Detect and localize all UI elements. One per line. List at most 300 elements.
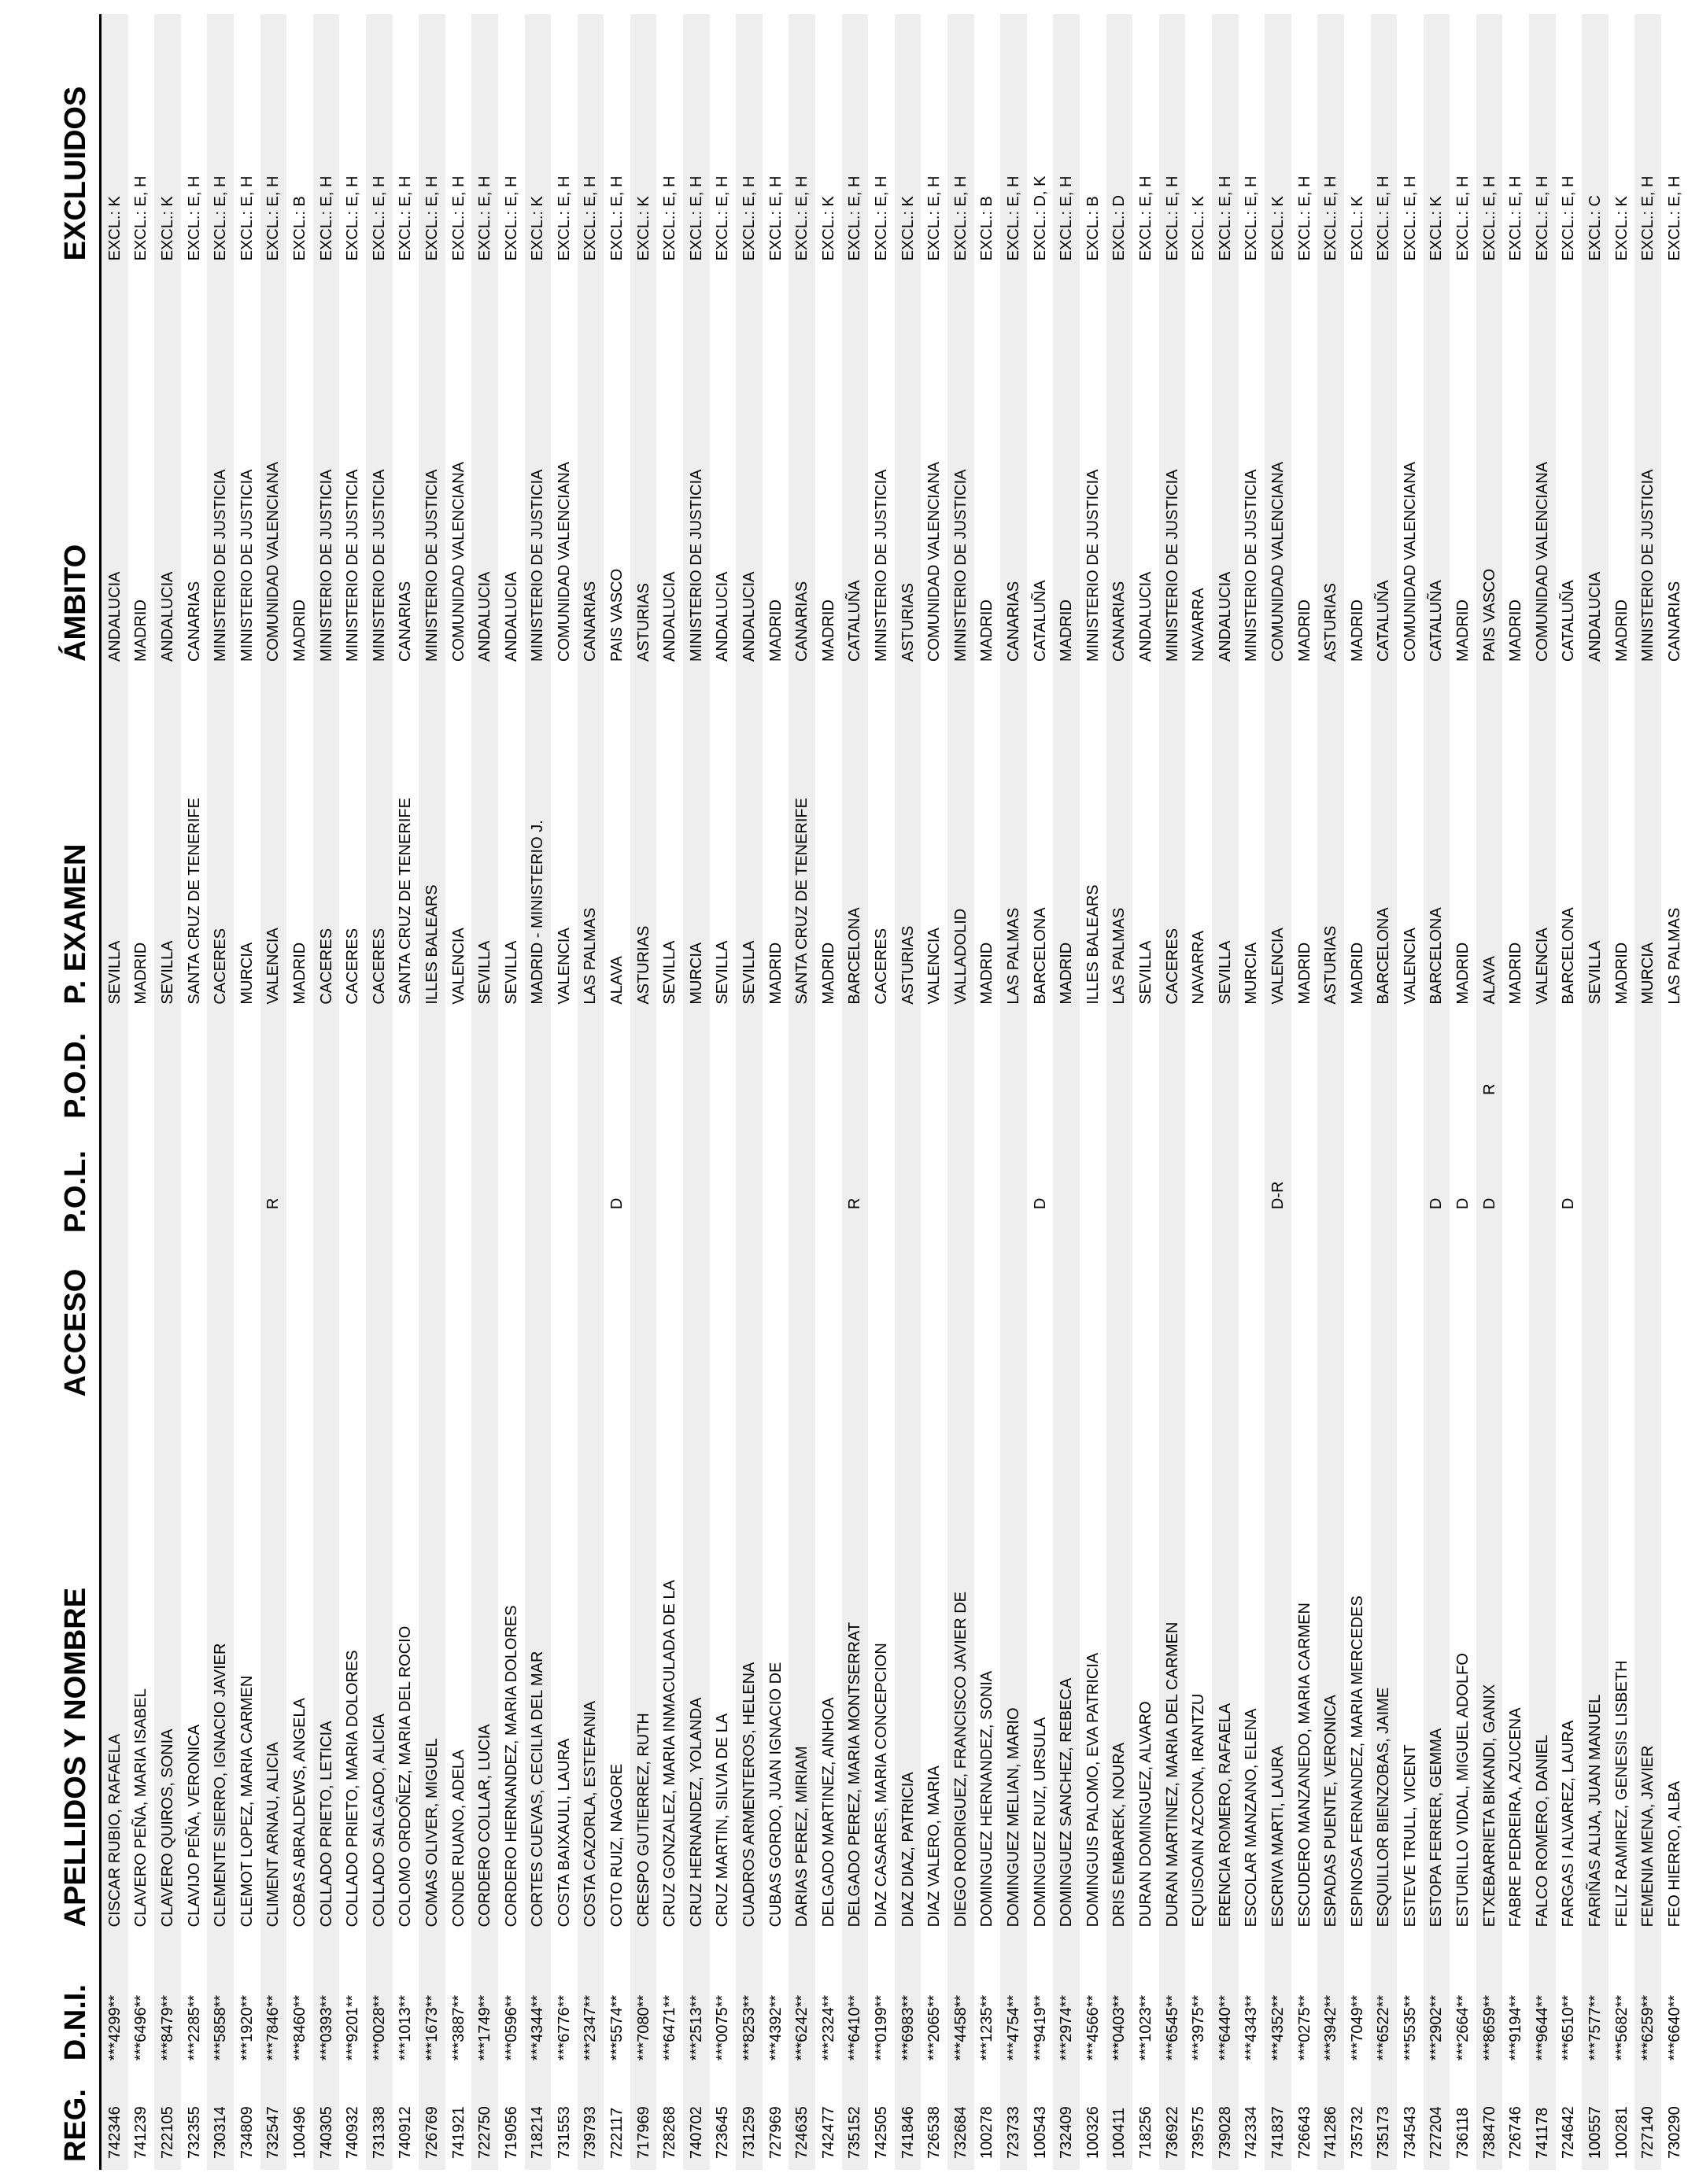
cell-excluidos: EXCL.: D bbox=[1106, 14, 1133, 268]
cell-p-examen: CACERES bbox=[366, 670, 393, 1013]
header-pol: P.O.L. bbox=[20, 1127, 101, 1241]
cell-p-examen: BARCELONA bbox=[1424, 670, 1450, 1013]
cell-dni: ***9419** bbox=[1031, 1994, 1049, 2061]
cell-ambito: MINISTERIO DE JUSTICIA bbox=[1084, 469, 1102, 662]
cell-p-examen: VALENCIA bbox=[925, 928, 944, 1005]
cell-acceso bbox=[921, 1241, 947, 1404]
cell-dni: ***5858** bbox=[207, 1935, 234, 2068]
cell-ambito: CANARIAS bbox=[789, 268, 815, 670]
cell-reg: 718214 bbox=[525, 2068, 552, 2170]
cell-acceso bbox=[1397, 1241, 1424, 1404]
cell-pod bbox=[154, 1013, 181, 1127]
cell-apellidos-nombre: CRUZ MARTIN, SILVIA DE LA bbox=[714, 1713, 732, 1928]
table-row bbox=[1609, 14, 1635, 2170]
cell-apellidos-nombre: ESTEVE TRULL, VICENT bbox=[1401, 1744, 1419, 1928]
cell-acceso bbox=[339, 1241, 366, 1404]
cell-dni: ***1920** bbox=[238, 1994, 256, 2061]
cell-dni: ***4343** bbox=[1243, 1994, 1261, 2061]
table-row bbox=[286, 14, 313, 2170]
cell-pod bbox=[1397, 1013, 1424, 1127]
cell-apellidos-nombre: COLLADO PRIETO, LETICIA bbox=[313, 1404, 340, 1935]
cell-acceso bbox=[1661, 1241, 1688, 1404]
cell-p-examen: BARCELONA bbox=[1031, 907, 1049, 1005]
cell-excluidos: EXCL.: E, H bbox=[1665, 175, 1683, 261]
cell-ambito: MINISTERIO DE JUSTICIA bbox=[344, 469, 362, 662]
cell-excluidos: EXCL.: K bbox=[1348, 196, 1366, 261]
cell-pod bbox=[393, 1013, 419, 1127]
cell-dni: ***4344** bbox=[525, 1935, 552, 2068]
cell-reg: 726643 bbox=[1295, 2106, 1313, 2159]
header-reg: REG. bbox=[20, 2068, 101, 2170]
cell-pod bbox=[101, 1013, 128, 1127]
cell-excluidos: EXCL.: K bbox=[1265, 14, 1291, 268]
cell-acceso bbox=[1476, 1241, 1503, 1404]
cell-pol bbox=[1291, 1127, 1318, 1241]
cell-p-examen: CACERES bbox=[207, 670, 234, 1013]
cell-p-examen: BARCELONA bbox=[1371, 670, 1398, 1013]
cell-pod bbox=[974, 1013, 1001, 1127]
cell-apellidos-nombre: ESTOPA FERRER, GEMMA bbox=[1424, 1404, 1450, 1935]
cell-excluidos: EXCL.: E, H bbox=[185, 175, 203, 261]
cell-pol: D bbox=[1424, 1127, 1450, 1241]
cell-excluidos: EXCL.: E, H bbox=[397, 175, 415, 261]
cell-dni: ***0403** bbox=[1106, 1935, 1133, 2068]
table-row bbox=[736, 14, 763, 2170]
cell-p-examen: ALAVA bbox=[1476, 670, 1503, 1013]
cell-acceso bbox=[154, 1241, 181, 1404]
cell-apellidos-nombre: DURAN DOMINGUEZ, ALVARO bbox=[1136, 1701, 1154, 1928]
cell-acceso bbox=[498, 1241, 525, 1404]
cell-ambito: MADRID bbox=[978, 599, 996, 662]
cell-apellidos-nombre: FARIÑAS ALIJA, JUAN MANUEL bbox=[1582, 1404, 1609, 1935]
cell-dni: ***9644** bbox=[1529, 1935, 1556, 2068]
cell-apellidos-nombre: DOMINGUEZ MELIAN, MARIO bbox=[1000, 1404, 1027, 1935]
table-row bbox=[947, 14, 974, 2170]
cell-pol bbox=[445, 1127, 472, 1241]
table-row bbox=[419, 14, 445, 2170]
cell-pod bbox=[736, 1013, 763, 1127]
cell-pol bbox=[710, 1127, 737, 1241]
cell-pol bbox=[683, 1127, 710, 1241]
table-row bbox=[445, 14, 472, 2170]
cell-p-examen: ASTURIAS bbox=[895, 670, 922, 1013]
cell-reg: 723645 bbox=[714, 2106, 732, 2159]
cell-dni: ***0199** bbox=[873, 1994, 891, 2061]
cell-reg: 722117 bbox=[608, 2107, 626, 2159]
cell-ambito: CANARIAS bbox=[578, 268, 604, 670]
table-row bbox=[1476, 14, 1503, 2170]
cell-dni: ***4566** bbox=[1084, 1994, 1102, 2061]
cell-ambito: MINISTERIO DE JUSTICIA bbox=[1159, 268, 1186, 670]
cell-apellidos-nombre: FABRE PEDREIRA, AZUCENA bbox=[1507, 1707, 1525, 1928]
cell-pol: D bbox=[1476, 1127, 1503, 1241]
cell-reg: 724642 bbox=[1560, 2106, 1578, 2159]
cell-excluidos: EXCL.: E, H bbox=[766, 175, 785, 261]
cell-acceso bbox=[1053, 1241, 1080, 1404]
cell-apellidos-nombre: COSTA CAZORLA, ESTEFANIA bbox=[578, 1404, 604, 1935]
cell-apellidos-nombre: DRIS EMBAREK, NOURA bbox=[1106, 1404, 1133, 1935]
cell-excluidos: EXCL.: K bbox=[895, 14, 922, 268]
cell-pod bbox=[1053, 1013, 1080, 1127]
cell-reg: 740932 bbox=[344, 2106, 362, 2159]
cell-apellidos-nombre: CLEMENTE SIERRO, IGNACIO JAVIER bbox=[207, 1404, 234, 1935]
cell-p-examen: MADRID bbox=[1612, 942, 1631, 1005]
cell-pod bbox=[947, 1013, 974, 1127]
cell-excluidos: EXCL.: E, H bbox=[555, 175, 573, 261]
cell-apellidos-nombre: DELGADO PEREZ, MARIA MONTSERRAT bbox=[842, 1404, 869, 1935]
cell-pol bbox=[789, 1127, 815, 1241]
cell-pol bbox=[1582, 1127, 1609, 1241]
cell-pod bbox=[895, 1013, 922, 1127]
cell-reg: 100496 bbox=[290, 2106, 308, 2159]
cell-excluidos: EXCL.: E, H bbox=[449, 175, 467, 261]
cell-ambito: MINISTERIO DE JUSTICIA bbox=[525, 268, 552, 670]
table-row bbox=[1080, 14, 1106, 2170]
cell-acceso bbox=[286, 1241, 313, 1404]
cell-pod bbox=[181, 1013, 208, 1127]
cell-ambito: CANARIAS bbox=[1106, 268, 1133, 670]
cell-p-examen: MADRID bbox=[1295, 942, 1313, 1005]
cell-acceso bbox=[1027, 1241, 1054, 1404]
cell-pod: R bbox=[1476, 1013, 1503, 1127]
cell-pol bbox=[286, 1127, 313, 1241]
cell-reg: 732355 bbox=[185, 2106, 203, 2159]
cell-dni: ***7080** bbox=[630, 1935, 657, 2068]
cell-apellidos-nombre: CLAVERO PEÑA, MARIA ISABEL bbox=[132, 1688, 150, 1928]
cell-pod bbox=[1634, 1013, 1661, 1127]
cell-ambito: ANDALUCIA bbox=[154, 268, 181, 670]
table-row bbox=[921, 14, 947, 2170]
cell-excluidos: EXCL.: E, H bbox=[1401, 175, 1419, 261]
cell-reg: 734809 bbox=[238, 2106, 256, 2159]
cell-ambito: ANDALUCIA bbox=[714, 571, 732, 662]
cell-p-examen: NAVARRA bbox=[1190, 930, 1208, 1005]
cell-acceso bbox=[1450, 1241, 1476, 1404]
cell-dni: ***6510** bbox=[1560, 1994, 1578, 2061]
cell-p-examen: VALENCIA bbox=[1265, 670, 1291, 1013]
cell-ambito: PAIS VASCO bbox=[1476, 268, 1503, 670]
cell-reg: 730290 bbox=[1665, 2106, 1683, 2159]
cell-dni: ***6545** bbox=[1159, 1935, 1186, 2068]
cell-dni: ***1749** bbox=[471, 1935, 498, 2068]
cell-pol bbox=[974, 1127, 1001, 1241]
cell-pol bbox=[181, 1127, 208, 1241]
cell-apellidos-nombre: DELGADO MARTINEZ, AINHOA bbox=[819, 1697, 837, 1928]
cell-pod bbox=[710, 1013, 737, 1127]
cell-pol bbox=[393, 1127, 419, 1241]
cell-acceso bbox=[551, 1241, 578, 1404]
cell-pol bbox=[339, 1127, 366, 1241]
cell-excluidos: EXCL.: E, H bbox=[260, 14, 287, 268]
cell-dni: ***4458** bbox=[947, 1935, 974, 2068]
cell-p-examen: SANTA CRUZ DE TENERIFE bbox=[789, 670, 815, 1013]
cell-reg: 100557 bbox=[1582, 2068, 1609, 2170]
cell-reg: 724635 bbox=[789, 2068, 815, 2170]
cell-dni: ***2324** bbox=[819, 1994, 837, 2061]
cell-excluidos: EXCL.: E, H bbox=[502, 175, 520, 261]
cell-dni: ***5574** bbox=[608, 1994, 626, 2061]
cell-acceso bbox=[1185, 1241, 1212, 1404]
cell-ambito: COMUNIDAD VALENCIANA bbox=[1529, 268, 1556, 670]
cell-acceso bbox=[1132, 1241, 1159, 1404]
cell-apellidos-nombre: DIAZ VALERO, MARIA bbox=[925, 1765, 944, 1928]
cell-ambito: MADRID bbox=[290, 599, 308, 662]
table-row bbox=[313, 14, 340, 2170]
cell-p-examen: ASTURIAS bbox=[630, 670, 657, 1013]
cell-acceso bbox=[683, 1241, 710, 1404]
cell-excluidos: EXCL.: E, H bbox=[1053, 14, 1080, 268]
cell-pod bbox=[445, 1013, 472, 1127]
cell-dni: ***2513** bbox=[683, 1935, 710, 2068]
cell-dni: ***1013** bbox=[397, 1994, 415, 2061]
cell-apellidos-nombre: COBAS ABRALDEWS, ANGELA bbox=[290, 1698, 308, 1928]
table-row bbox=[604, 14, 630, 2170]
cell-pod bbox=[1185, 1013, 1212, 1127]
cell-ambito: MADRID bbox=[819, 599, 837, 662]
cell-p-examen: VALENCIA bbox=[1401, 928, 1419, 1005]
cell-dni: ***1673** bbox=[419, 1935, 445, 2068]
cell-reg: 741286 bbox=[1317, 2068, 1344, 2170]
cell-dni: ***8460** bbox=[290, 1994, 308, 2061]
cell-acceso bbox=[181, 1241, 208, 1404]
cell-dni: ***0275** bbox=[1295, 1994, 1313, 2061]
cell-dni: ***6259** bbox=[1634, 1935, 1661, 2068]
table-row bbox=[207, 14, 234, 2170]
cell-pod bbox=[789, 1013, 815, 1127]
cell-acceso bbox=[842, 1241, 869, 1404]
cell-pol bbox=[921, 1127, 947, 1241]
cell-pol bbox=[763, 1127, 789, 1241]
cell-excluidos: EXCL.: E, H bbox=[366, 14, 393, 268]
cell-dni: ***9201** bbox=[344, 1994, 362, 2061]
cell-ambito: MADRID bbox=[1454, 599, 1472, 662]
table-row bbox=[234, 14, 260, 2170]
cell-dni: ***5682** bbox=[1612, 1994, 1631, 2061]
cell-apellidos-nombre: COLLADO SALGADO, ALICIA bbox=[366, 1404, 393, 1935]
cell-acceso bbox=[763, 1241, 789, 1404]
cell-dni: ***6776** bbox=[555, 1994, 573, 2061]
cell-acceso bbox=[1529, 1241, 1556, 1404]
cell-dni: ***0028** bbox=[366, 1935, 393, 2068]
cell-acceso bbox=[1424, 1241, 1450, 1404]
cell-pod bbox=[525, 1013, 552, 1127]
cell-excluidos: EXCL.: E, H bbox=[1243, 175, 1261, 261]
cell-reg: 730314 bbox=[207, 2068, 234, 2170]
table-row bbox=[578, 14, 604, 2170]
cell-excluidos: EXCL.: E, H bbox=[1295, 175, 1313, 261]
cell-acceso bbox=[1371, 1241, 1398, 1404]
cell-dni: ***8659** bbox=[1476, 1935, 1503, 2068]
cell-acceso bbox=[525, 1241, 552, 1404]
cell-reg: 739575 bbox=[1190, 2106, 1208, 2159]
cell-ambito: CATALUÑA bbox=[842, 268, 869, 670]
cell-p-examen: SEVILLA bbox=[1582, 670, 1609, 1013]
cell-p-examen: MADRID bbox=[290, 942, 308, 1005]
table-row bbox=[1106, 14, 1133, 2170]
table-row bbox=[1291, 14, 1318, 2170]
cell-pod bbox=[1106, 1013, 1133, 1127]
cell-dni: ***6440** bbox=[1212, 1935, 1239, 2068]
cell-reg: 726769 bbox=[419, 2068, 445, 2170]
cell-acceso bbox=[1239, 1241, 1265, 1404]
cell-ambito: MINISTERIO DE JUSTICIA bbox=[207, 268, 234, 670]
cell-reg: 732684 bbox=[947, 2068, 974, 2170]
cell-p-examen: VALENCIA bbox=[1529, 670, 1556, 1013]
cell-pol bbox=[1080, 1127, 1106, 1241]
cell-reg: 727204 bbox=[1424, 2068, 1450, 2170]
cell-ambito: ANDALUCIA bbox=[101, 268, 128, 670]
cell-reg: 726746 bbox=[1507, 2106, 1525, 2159]
table-row bbox=[868, 14, 895, 2170]
cell-acceso bbox=[207, 1241, 234, 1404]
cell-apellidos-nombre: ESTURILLO VIDAL, MIGUEL ADOLFO bbox=[1454, 1653, 1472, 1928]
cell-excluidos: EXCL.: K bbox=[525, 14, 552, 268]
cell-p-examen: LAS PALMAS bbox=[1665, 907, 1683, 1005]
cell-ambito: NAVARRA bbox=[1190, 588, 1208, 662]
cell-ambito: COMUNIDAD VALENCIANA bbox=[1401, 461, 1419, 662]
cell-apellidos-nombre: CISCAR RUBIO, RAFAELA bbox=[101, 1404, 128, 1935]
cell-p-examen: SEVILLA bbox=[502, 940, 520, 1005]
cell-excluidos: EXCL.: E, H bbox=[1454, 175, 1472, 261]
cell-ambito: MINISTERIO DE JUSTICIA bbox=[1634, 268, 1661, 670]
cell-dni: ***4754** bbox=[1000, 1935, 1027, 2068]
cell-ambito: ASTURIAS bbox=[895, 268, 922, 670]
cell-reg: 738470 bbox=[1476, 2068, 1503, 2170]
cell-apellidos-nombre: CORDERO HERNANDEZ, MARIA DOLORES bbox=[502, 1605, 520, 1928]
cell-reg: 727969 bbox=[766, 2106, 785, 2159]
cell-dni: ***6522** bbox=[1371, 1935, 1398, 2068]
cell-apellidos-nombre: CORDERO COLLAR, LUCIA bbox=[471, 1404, 498, 1935]
cell-pol bbox=[1239, 1127, 1265, 1241]
table-row bbox=[1450, 14, 1476, 2170]
cell-excluidos: EXCL.: C bbox=[1582, 14, 1609, 268]
table-row bbox=[1027, 14, 1054, 2170]
cell-dni: ***2902** bbox=[1424, 1935, 1450, 2068]
cell-acceso bbox=[974, 1241, 1001, 1404]
cell-reg: 742505 bbox=[873, 2106, 891, 2159]
cell-dni: ***0075** bbox=[714, 1994, 732, 2061]
cell-pol bbox=[1661, 1127, 1688, 1241]
cell-dni: ***2664** bbox=[1454, 1994, 1472, 2061]
table-row bbox=[128, 14, 155, 2170]
cell-acceso bbox=[604, 1241, 630, 1404]
cell-p-examen: ASTURIAS bbox=[1317, 670, 1344, 1013]
table-row bbox=[471, 14, 498, 2170]
cell-reg: 731259 bbox=[736, 2068, 763, 2170]
cell-excluidos: EXCL.: E, H bbox=[947, 14, 974, 268]
cell-reg: 718256 bbox=[1136, 2106, 1154, 2159]
cell-reg: 740912 bbox=[397, 2106, 415, 2159]
cell-pol bbox=[128, 1127, 155, 1241]
cell-apellidos-nombre: CRUZ HERNANDEZ, YOLANDA bbox=[683, 1404, 710, 1935]
cell-p-examen: CACERES bbox=[344, 928, 362, 1005]
table-row bbox=[498, 14, 525, 2170]
cell-excluidos: EXCL.: E, H bbox=[207, 14, 234, 268]
cell-acceso bbox=[736, 1241, 763, 1404]
cell-apellidos-nombre: FEO HIERRO, ALBA bbox=[1665, 1780, 1683, 1928]
cell-dni: ***9194** bbox=[1507, 1994, 1525, 2061]
cell-dni: ***3887** bbox=[449, 1994, 467, 2061]
cell-pod bbox=[1317, 1013, 1344, 1127]
cell-reg: 739793 bbox=[578, 2068, 604, 2170]
table-row bbox=[1265, 14, 1291, 2170]
cell-excluidos: EXCL.: E, H bbox=[238, 175, 256, 261]
cell-pol bbox=[736, 1127, 763, 1241]
cell-ambito: MADRID bbox=[766, 599, 785, 662]
cell-acceso bbox=[128, 1241, 155, 1404]
table-row bbox=[393, 14, 419, 2170]
cell-ambito: MINISTERIO DE JUSTICIA bbox=[313, 268, 340, 670]
cell-ambito: ANDALUCIA bbox=[1212, 268, 1239, 670]
cell-pod bbox=[1159, 1013, 1186, 1127]
cell-ambito: CATALUÑA bbox=[1424, 268, 1450, 670]
cell-pol bbox=[895, 1127, 922, 1241]
cell-dni: ***8479** bbox=[154, 1935, 181, 2068]
header-pod: P.O.D. bbox=[20, 1013, 101, 1127]
cell-apellidos-nombre: DIAZ CASARES, MARIA CONCEPCION bbox=[873, 1643, 891, 1928]
cell-reg: 735732 bbox=[1348, 2106, 1366, 2159]
cell-acceso bbox=[471, 1241, 498, 1404]
cell-dni: ***7049** bbox=[1348, 1994, 1366, 2061]
cell-apellidos-nombre: DIAZ DIAZ, PATRICIA bbox=[895, 1404, 922, 1935]
cell-ambito: MINISTERIO DE JUSTICIA bbox=[419, 268, 445, 670]
cell-reg: 735173 bbox=[1371, 2068, 1398, 2170]
table-row bbox=[1371, 14, 1398, 2170]
cell-ambito: COMUNIDAD VALENCIANA bbox=[260, 268, 287, 670]
cell-apellidos-nombre: ESQUILLOR BIENZOBAS, JAIME bbox=[1371, 1404, 1398, 1935]
cell-reg: 732409 bbox=[1053, 2068, 1080, 2170]
cell-acceso bbox=[815, 1241, 842, 1404]
cell-p-examen: MADRID bbox=[1348, 942, 1366, 1005]
cell-dni: ***4299** bbox=[101, 1935, 128, 2068]
cell-pod bbox=[1132, 1013, 1159, 1127]
cell-apellidos-nombre: FALCO ROMERO, DANIEL bbox=[1529, 1404, 1556, 1935]
cell-excluidos: EXCL.: E, H bbox=[132, 175, 150, 261]
cell-dni: ***3942** bbox=[1317, 1935, 1344, 2068]
cell-pol bbox=[1106, 1127, 1133, 1241]
table-row bbox=[815, 14, 842, 2170]
cell-acceso bbox=[445, 1241, 472, 1404]
header-ambito: ÁMBITO bbox=[20, 268, 101, 670]
cell-excluidos: EXCL.: E, H bbox=[1317, 14, 1344, 268]
cell-ambito: CATALUÑA bbox=[1371, 268, 1398, 670]
cell-acceso bbox=[895, 1241, 922, 1404]
cell-reg: 100411 bbox=[1106, 2068, 1133, 2170]
cell-reg: 742346 bbox=[101, 2068, 128, 2170]
cell-pod bbox=[630, 1013, 657, 1127]
cell-acceso bbox=[1634, 1241, 1661, 1404]
cell-ambito: MINISTERIO DE JUSTICIA bbox=[1243, 469, 1261, 662]
cell-ambito: PAIS VASCO bbox=[608, 568, 626, 662]
cell-pol bbox=[1371, 1127, 1398, 1241]
cell-pol bbox=[868, 1127, 895, 1241]
cell-pod bbox=[1000, 1013, 1027, 1127]
cell-p-examen: MADRID bbox=[766, 942, 785, 1005]
cell-pod bbox=[234, 1013, 260, 1127]
cell-acceso bbox=[234, 1241, 260, 1404]
table-row bbox=[1212, 14, 1239, 2170]
cell-reg: 727140 bbox=[1634, 2068, 1661, 2170]
cell-apellidos-nombre: COTO RUIZ, NAGORE bbox=[608, 1763, 626, 1928]
cell-excluidos: EXCL.: E, H bbox=[789, 14, 815, 268]
cell-excluidos: EXCL.: E, H bbox=[683, 14, 710, 268]
cell-p-examen: LAS PALMAS bbox=[1106, 670, 1133, 1013]
cell-reg: 734543 bbox=[1401, 2106, 1419, 2159]
table-row bbox=[710, 14, 737, 2170]
cell-ambito: ANDALUCIA bbox=[661, 571, 679, 662]
cell-pol bbox=[1502, 1127, 1529, 1241]
cell-p-examen: SANTA CRUZ DE TENERIFE bbox=[185, 798, 203, 1005]
